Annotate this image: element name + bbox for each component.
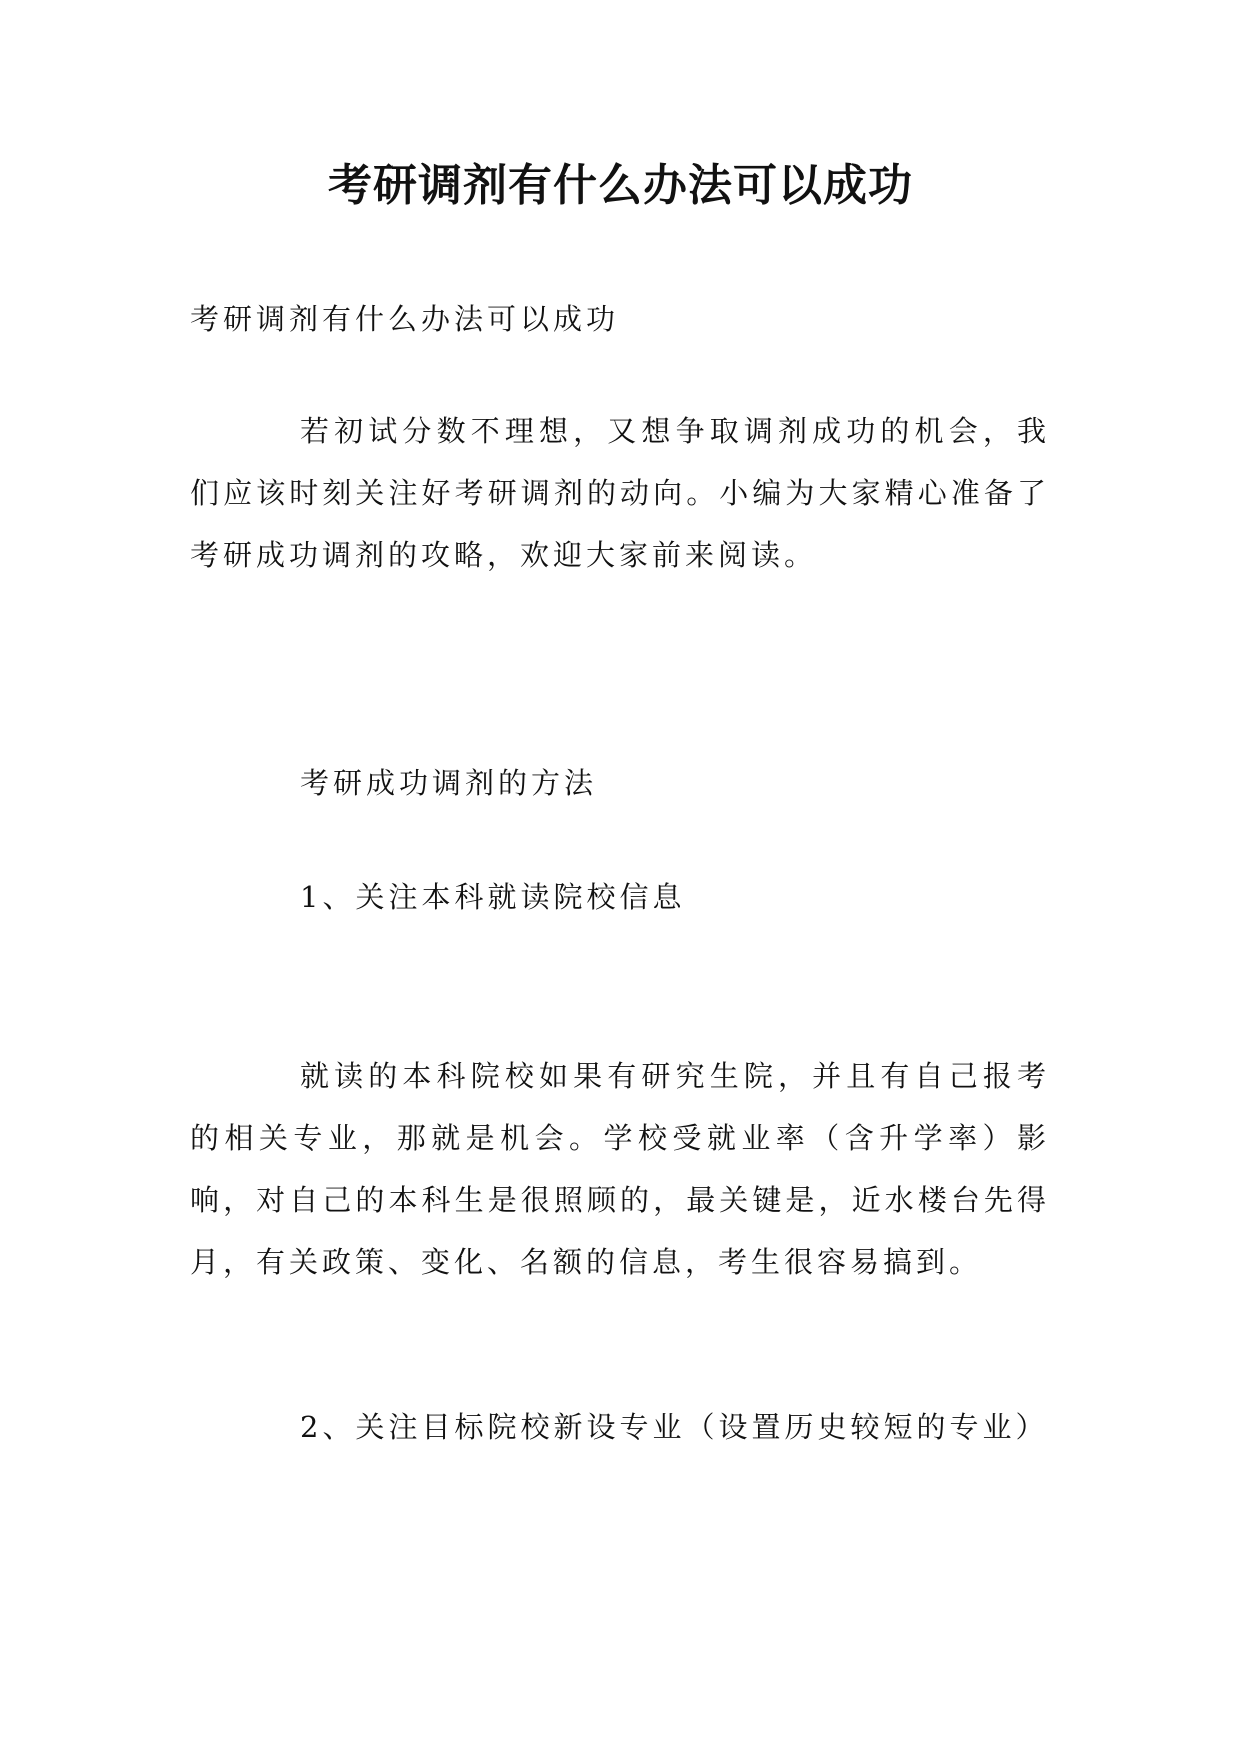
methods-heading: 考研成功调剂的方法 [300, 766, 598, 800]
method-1-paragraph: 就读的本科院校如果有研究生院，并且有自己报考的相关专业，那就是机会。学校受就业率（含升学率）影响，对自己的本科生是很照顾的，最关键是，近水楼台先得月，有关政策、变化、名额的信息，考生很容易搞到。 [190, 1059, 1050, 1279]
document-title: 考研调剂有什么办法可以成功 [328, 160, 913, 211]
method-1-heading: 1、关注本科就读院校信息 [300, 880, 686, 914]
intro-paragraph: 若初试分数不理想，又想争取调剂成功的机会，我们应该时刻关注好考研调剂的动向。小编为大家精心准备了考研成功调剂的攻略，欢迎大家前来阅读。 [190, 414, 1050, 572]
document-subtitle: 考研调剂有什么办法可以成功 [190, 302, 620, 336]
method-2-heading: 2、关注目标院校新设专业（设置历史较短的专业） [300, 1410, 1049, 1444]
